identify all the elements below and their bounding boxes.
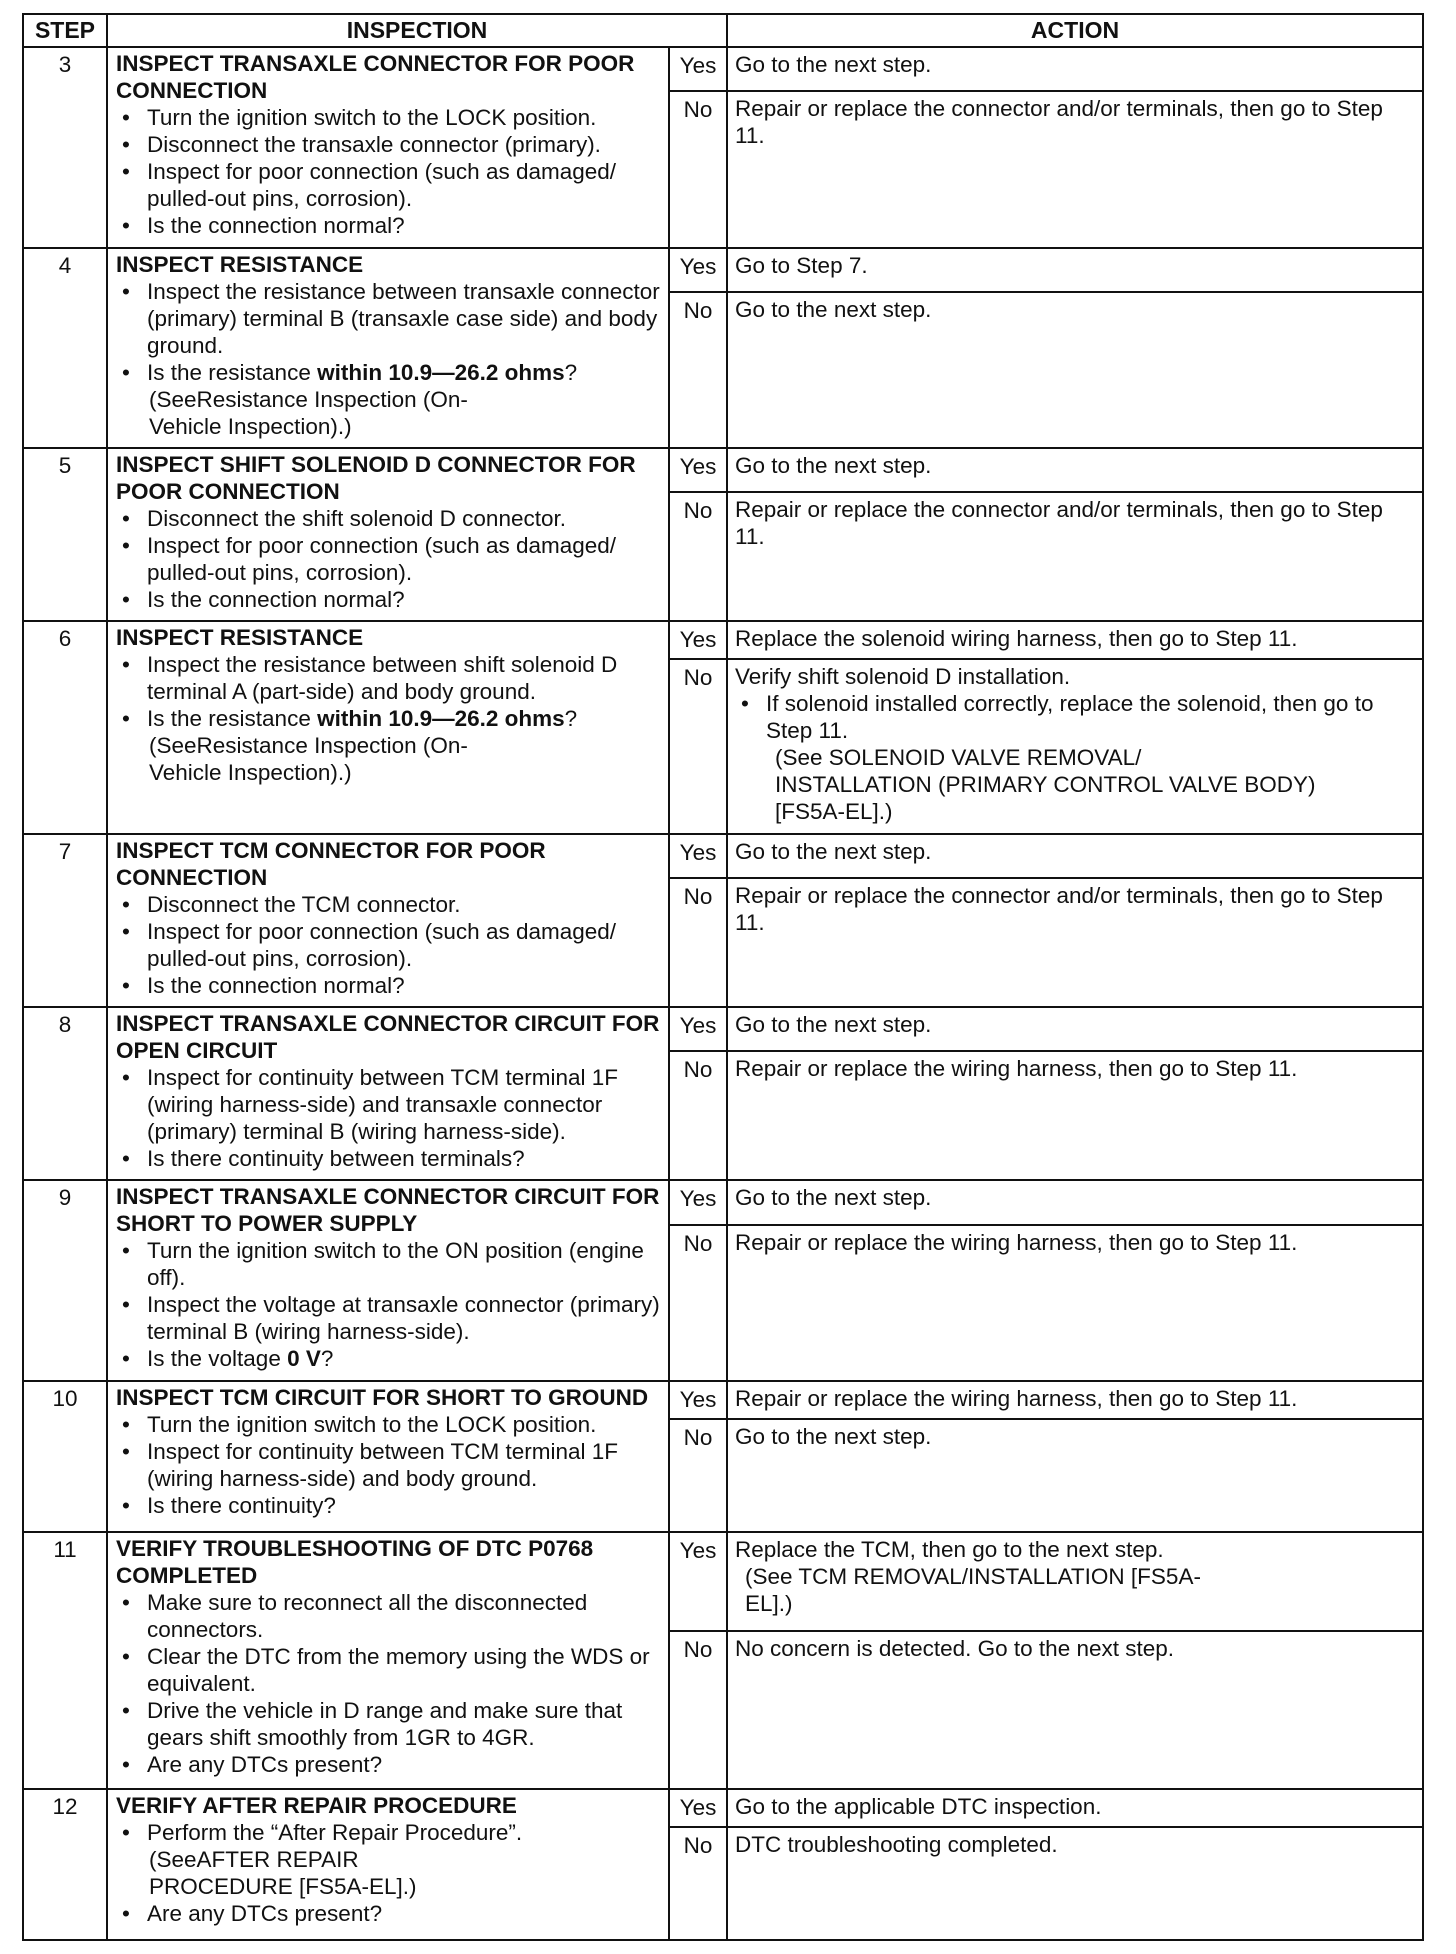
table-row	[23, 1180, 1423, 1224]
inspection-bullet: • Is the connection normal?	[147, 972, 660, 999]
yes-label: Yes	[669, 834, 727, 878]
inspection-bullets	[116, 1411, 660, 1519]
table-row	[23, 621, 1423, 659]
inspection-bullet: • Is there continuity?	[147, 1492, 660, 1519]
action-bullet: • If solenoid installed correctly, replace the solenoid, then go to Step 11.	[766, 690, 1415, 744]
no-action	[727, 91, 1423, 247]
yes-action-text: Replace the TCM, then go to the next step.	[735, 1537, 1164, 1563]
yes-action	[727, 1007, 1423, 1051]
yes-label: Yes	[669, 248, 727, 292]
table-row	[23, 1532, 1423, 1631]
inspection-bullet: • Inspect the resistance between shift solenoid D terminal A (part-side) and body ground.	[147, 651, 660, 705]
yes-action	[727, 47, 1423, 91]
no-action-text: Verify shift solenoid D installation.	[735, 664, 1071, 690]
no-label: No	[669, 492, 727, 621]
yes-label: Yes	[669, 1007, 727, 1051]
question-criteria: within 10.9—26.2 ohms	[317, 359, 565, 385]
step-number: 7	[23, 834, 107, 1007]
inspection-cell	[107, 1180, 669, 1381]
inspection-bullet: • Perform the “After Repair Procedure”.	[147, 1819, 660, 1846]
step-number: 9	[23, 1180, 107, 1381]
inspection-bullet: • Disconnect the transaxle connector (primary).	[147, 131, 660, 158]
inspection-title: INSPECT TCM CONNECTOR FOR POOR CONNECTION	[116, 838, 546, 891]
no-action	[727, 1051, 1423, 1180]
inspection-bullet: • Inspect for poor connection (such as damaged/ pulled-out pins, corrosion).	[147, 158, 660, 212]
question-criteria: 0 V	[287, 1346, 321, 1372]
yes-label: Yes	[669, 1532, 727, 1631]
yes-action-text: Go to the next step.	[735, 1185, 932, 1211]
inspection-cell	[107, 621, 669, 834]
step-number: 10	[23, 1381, 107, 1532]
inspection-cell	[107, 1532, 669, 1788]
inspection-bullets	[116, 891, 660, 999]
inspection-bullet: • Inspect the resistance between transaxle connector (primary) terminal B (transaxle case side) and body ground.	[147, 278, 660, 359]
inspection-question	[147, 705, 660, 732]
table-row	[23, 1007, 1423, 1051]
inspection-question	[147, 1345, 660, 1372]
no-action-text: Repair or replace the wiring harness, then go to Step 11.	[735, 1055, 1298, 1081]
inspection-bullets	[116, 1589, 660, 1778]
table-row	[23, 834, 1423, 878]
yes-action-text: Go to the next step.	[735, 52, 932, 77]
question-end: ?	[320, 1346, 334, 1372]
yes-action	[727, 1532, 1423, 1631]
yes-label: Yes	[669, 1180, 727, 1224]
no-label: No	[669, 1225, 727, 1381]
diagnostic-table	[22, 13, 1424, 1941]
table-header-row	[23, 14, 1423, 47]
inspection-bullet: • Inspect for continuity between TCM terminal 1F (wiring harness-side) and transaxle connector (primary) terminal B (wiring harness-side).	[147, 1064, 660, 1145]
no-action	[727, 492, 1423, 621]
no-label: No	[669, 1827, 727, 1940]
no-action-text: Go to the next step.	[735, 297, 932, 323]
yes-action	[727, 1789, 1423, 1827]
no-action	[727, 878, 1423, 1007]
inspection-title: INSPECT TCM CIRCUIT FOR SHORT TO GROUND	[116, 1384, 649, 1410]
inspection-bullet: • Are any DTCs present?	[147, 1900, 660, 1927]
inspection-bullets	[116, 1819, 660, 1846]
troubleshooting-sheet	[22, 13, 1422, 1941]
reference-link[interactable]: (SeeAFTER REPAIR PROCEDURE [FS5A-EL].)	[149, 1846, 417, 1899]
inspection-cell	[107, 1381, 669, 1532]
no-action-text: Repair or replace the wiring harness, then go to Step 11.	[735, 1229, 1298, 1255]
table-row	[23, 1381, 1423, 1419]
inspection-bullet: • Disconnect the TCM connector.	[147, 891, 660, 918]
question-criteria: within 10.9—26.2 ohms	[317, 706, 565, 732]
no-action-text: DTC troubleshooting completed.	[735, 1831, 1058, 1857]
inspection-bullet: • Is there continuity between terminals?	[147, 1145, 660, 1172]
yes-action-text: Go to the applicable DTC inspection.	[735, 1793, 1102, 1819]
inspection-title: INSPECT RESISTANCE	[116, 625, 364, 651]
yes-action-text: Replace the solenoid wiring harness, then go to Step 11.	[735, 626, 1298, 652]
no-action	[727, 1225, 1423, 1381]
yes-action-text: Go to the next step.	[735, 1012, 932, 1038]
reference-link[interactable]: (See SOLENOID VALVE REMOVAL/ INSTALLATION (PRIMARY CONTROL VALVE BODY) [FS5A-EL].)	[775, 745, 1316, 825]
yes-action	[727, 1180, 1423, 1224]
inspection-title: VERIFY TROUBLESHOOTING OF DTC P0768 COMPLETED	[116, 1536, 594, 1589]
header-step: STEP	[23, 14, 107, 47]
no-label: No	[669, 878, 727, 1007]
reference-link[interactable]: (SeeResistance Inspection (On- Vehicle Inspection).)	[149, 733, 468, 786]
no-action-text: Go to the next step.	[735, 1424, 932, 1450]
no-action	[727, 292, 1423, 448]
yes-label: Yes	[669, 1381, 727, 1419]
yes-action-text: Go to the next step.	[735, 453, 932, 479]
question-text: Is the voltage	[147, 1346, 288, 1372]
yes-action-text: Go to the next step.	[735, 839, 932, 865]
inspection-bullet: • Clear the DTC from the memory using the WDS or equivalent.	[147, 1643, 660, 1697]
inspection-bullets	[116, 1237, 660, 1372]
no-action-text: Repair or replace the connector and/or terminals, then go to Step 11.	[735, 96, 1383, 149]
yes-label: Yes	[669, 47, 727, 91]
table-row	[23, 448, 1423, 492]
yes-label: Yes	[669, 621, 727, 659]
inspection-bullet: • Turn the ignition switch to the ON position (engine off).	[147, 1237, 660, 1291]
inspection-cell	[107, 248, 669, 449]
inspection-title: INSPECT SHIFT SOLENOID D CONNECTOR FOR POOR CONNECTION	[116, 452, 636, 505]
step-number: 12	[23, 1789, 107, 1940]
no-label: No	[669, 1051, 727, 1180]
yes-action	[727, 1381, 1423, 1419]
inspection-bullet: • Inspect for poor connection (such as damaged/ pulled-out pins, corrosion).	[147, 532, 660, 586]
inspection-bullet: • Are any DTCs present?	[147, 1751, 660, 1778]
question-text: Is the resistance	[147, 706, 318, 732]
inspection-cell	[107, 1789, 669, 1940]
inspection-title: INSPECT RESISTANCE	[116, 251, 364, 277]
yes-action	[727, 448, 1423, 492]
step-number: 6	[23, 621, 107, 834]
no-label: No	[669, 1419, 727, 1532]
step-number: 4	[23, 248, 107, 449]
inspection-bullet: • Is the connection normal?	[147, 586, 660, 613]
yes-action-text: Go to Step 7.	[735, 252, 868, 278]
table-row	[23, 47, 1423, 91]
question-text: Is the resistance	[147, 359, 318, 385]
inspection-bullets	[116, 1900, 660, 1927]
table-row	[23, 1789, 1423, 1827]
question-end: ?	[564, 706, 578, 732]
yes-label: Yes	[669, 1789, 727, 1827]
yes-action	[727, 834, 1423, 878]
inspection-bullets	[116, 505, 660, 613]
inspection-title: INSPECT TRANSAXLE CONNECTOR FOR POOR CONNECTION	[116, 51, 635, 103]
reference-link[interactable]: (SeeResistance Inspection (On- Vehicle Inspection).)	[149, 386, 468, 439]
no-action	[727, 1827, 1423, 1940]
no-action	[727, 1631, 1423, 1789]
inspection-bullet: • Inspect for poor connection (such as damaged/ pulled-out pins, corrosion).	[147, 918, 660, 972]
inspection-bullet: • Turn the ignition switch to the LOCK position.	[147, 104, 660, 131]
no-action-text: No concern is detected. Go to the next step.	[735, 1636, 1175, 1662]
inspection-bullets	[116, 278, 660, 386]
step-number: 5	[23, 448, 107, 621]
inspection-cell	[107, 448, 669, 621]
inspection-bullet: • Disconnect the shift solenoid D connector.	[147, 505, 660, 532]
no-label: No	[669, 91, 727, 247]
yes-action	[727, 621, 1423, 659]
inspection-bullets	[116, 104, 660, 239]
step-number: 8	[23, 1007, 107, 1180]
no-label: No	[669, 659, 727, 834]
inspection-cell	[107, 47, 669, 248]
inspection-bullets	[116, 1064, 660, 1172]
inspection-question	[147, 359, 660, 386]
step-number: 3	[23, 47, 107, 248]
reference-link[interactable]: (See TCM REMOVAL/INSTALLATION [FS5A- EL].)	[745, 1564, 1201, 1617]
inspection-title: INSPECT TRANSAXLE CONNECTOR CIRCUIT FOR SHORT TO POWER SUPPLY	[116, 1184, 660, 1237]
yes-action	[727, 248, 1423, 292]
table-row	[23, 248, 1423, 292]
no-action	[727, 1419, 1423, 1532]
inspection-cell	[107, 834, 669, 1007]
inspection-bullet: • Drive the vehicle in D range and make sure that gears shift smoothly from 1GR to 4GR.	[147, 1697, 660, 1751]
inspection-bullet: • Inspect for continuity between TCM terminal 1F (wiring harness-side) and body ground.	[147, 1438, 660, 1492]
header-action: ACTION	[727, 14, 1423, 47]
no-action-text: Repair or replace the connector and/or terminals, then go to Step 11.	[735, 496, 1383, 549]
inspection-title: VERIFY AFTER REPAIR PROCEDURE	[116, 1792, 517, 1818]
no-action-text: Repair or replace the connector and/or terminals, then go to Step 11.	[735, 882, 1383, 935]
inspection-bullet: • Is the connection normal?	[147, 212, 660, 239]
yes-action-text: Repair or replace the wiring harness, then go to Step 11.	[735, 1385, 1298, 1411]
no-label: No	[669, 292, 727, 448]
question-end: ?	[564, 359, 578, 385]
inspection-title: INSPECT TRANSAXLE CONNECTOR CIRCUIT FOR OPEN CIRCUIT	[116, 1011, 660, 1064]
table-body	[23, 47, 1423, 1940]
no-label: No	[669, 1631, 727, 1789]
inspection-bullets	[116, 651, 660, 732]
step-number: 11	[23, 1532, 107, 1788]
inspection-cell	[107, 1007, 669, 1180]
action-bullets	[735, 690, 1415, 744]
inspection-bullet: • Inspect the voltage at transaxle connector (primary) terminal B (wiring harness-side).	[147, 1291, 660, 1345]
no-action	[727, 659, 1423, 834]
inspection-bullet: • Make sure to reconnect all the disconnected connectors.	[147, 1589, 660, 1643]
header-inspection: INSPECTION	[107, 14, 727, 47]
yes-label: Yes	[669, 448, 727, 492]
inspection-bullet: • Turn the ignition switch to the LOCK position.	[147, 1411, 660, 1438]
